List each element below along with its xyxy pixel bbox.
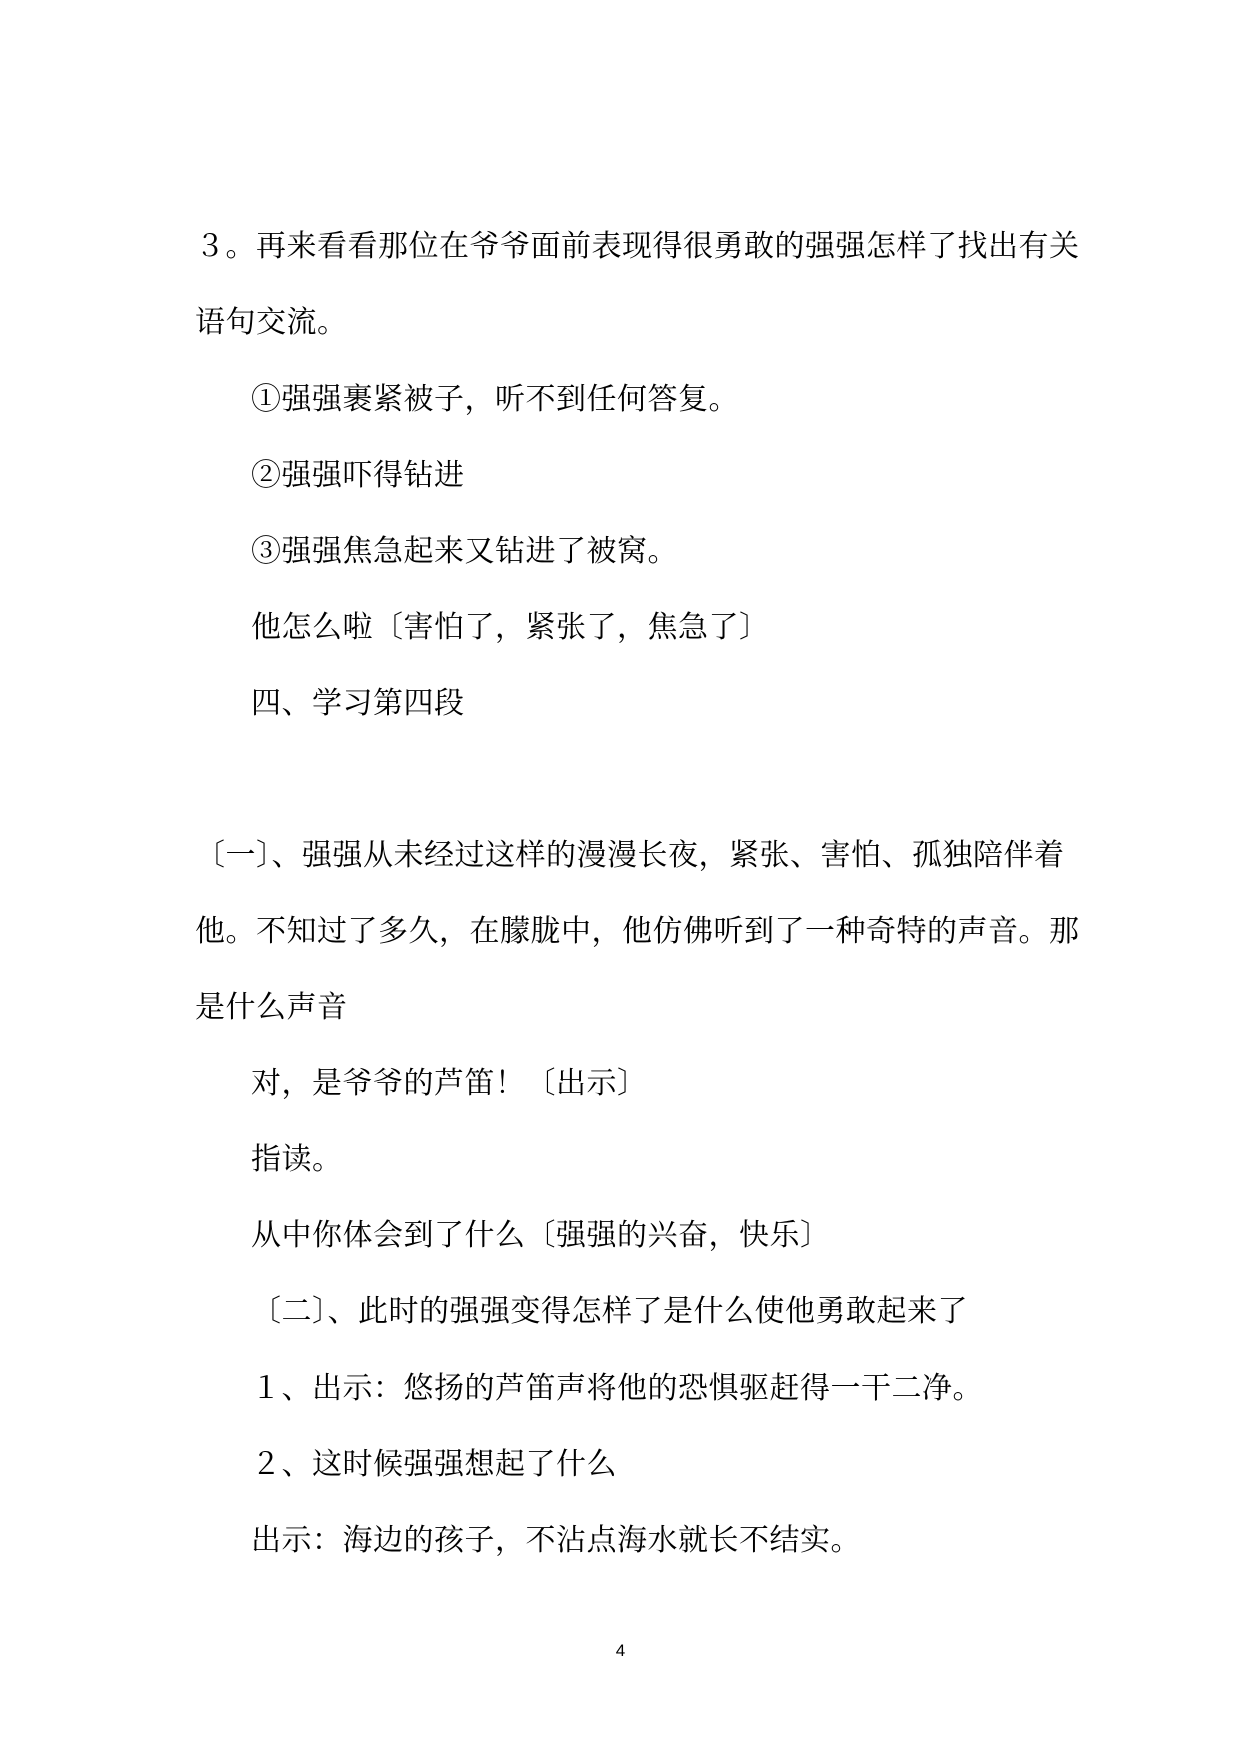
text-line: 是什么声音 — [195, 990, 348, 1025]
text-line: ３。再来看看那位在爷爷面前表现得很勇敢的强强怎样了找出有关 — [195, 229, 1080, 264]
text-line: 语句交流。 — [195, 305, 348, 340]
text-line: ③强强焦急起来又钻进了被窝。 — [251, 534, 678, 569]
text-line: １、出示：悠扬的芦笛声将他的恐惧驱赶得一干二净。 — [251, 1371, 983, 1406]
text-line: 他。不知过了多久，在朦胧中，他仿佛听到了一种奇特的声音。那 — [195, 914, 1080, 949]
text-line: 〔一〕、强强从未经过这样的漫漫长夜，紧张、害怕、孤独陪伴着 — [195, 838, 1065, 873]
text-line: ②强强吓得钻进 — [251, 458, 465, 493]
section-heading: 四、学习第四段 — [251, 686, 465, 721]
text-line: 出示：海边的孩子，不沾点海水就长不结实。 — [251, 1523, 861, 1558]
text-line: 〔二〕、此时的强强变得怎样了是什么使他勇敢起来了 — [251, 1294, 968, 1329]
text-line: ①强强裹紧被子，听不到任何答复。 — [251, 382, 739, 417]
page-number: 4 — [615, 1641, 626, 1660]
text-line: 从中你体会到了什么〔强强的兴奋，快乐〕 — [251, 1218, 831, 1253]
text-line: 对，是爷爷的芦笛！〔出示〕 — [251, 1066, 648, 1101]
text-line: ２、这时候强强想起了什么 — [251, 1447, 617, 1482]
text-line: 他怎么啦〔害怕了，紧张了，焦急了〕 — [251, 610, 770, 645]
text-line: 指读。 — [251, 1142, 343, 1177]
